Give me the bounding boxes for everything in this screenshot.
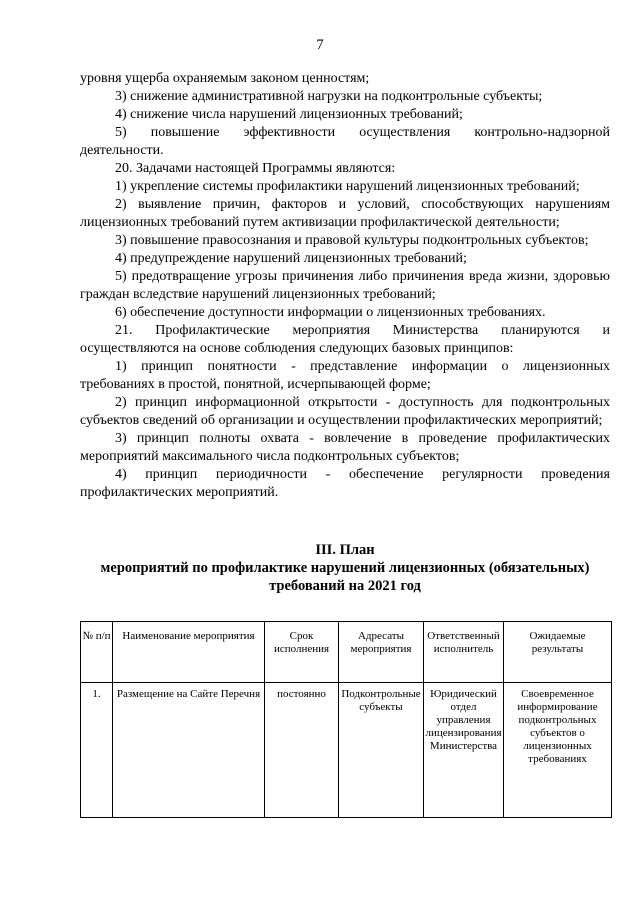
paragraph: 2) выявление причин, факторов и условий, способствующих нарушениям лицензионных требований путем активизации профилактической деятельности;	[80, 197, 610, 230]
paragraph: 3) принцип полноты охвата - вовлечение в проведение профилактических мероприятий максимального числа подконтрольных субъектов;	[80, 431, 610, 464]
section-heading	[80, 541, 610, 595]
paragraph: 4) предупреждение нарушений лицензионных требований;	[115, 251, 467, 266]
paragraph: 2) принцип информационной открытости - доступность для подконтрольных субъектов сведений об организации и осуществлении профилактических мероприятий;	[80, 395, 610, 428]
paragraph: 20. Задачами настоящей Программы являются:	[115, 161, 396, 176]
column-header: Адресаты мероприятия	[339, 622, 424, 683]
table-cell: Размещение на Сайте Перечня	[113, 683, 265, 818]
column-header: Срок исполнения	[265, 622, 339, 683]
paragraph: 3) повышение правосознания и правовой культуры подконтрольных субъектов;	[115, 233, 589, 248]
document-body	[80, 70, 610, 502]
table-header-row	[81, 622, 612, 683]
paragraph: 6) обеспечение доступности информации о лицензионных требованиях.	[115, 305, 546, 320]
table-cell: Юридический отдел управления лицензирования Министерства	[424, 683, 504, 818]
table-cell: Подконтрольные субъекты	[339, 683, 424, 818]
table-cell: 1.	[81, 683, 113, 818]
paragraph: 4) принцип периодичности - обеспечение регулярности проведения профилактических мероприятий.	[80, 467, 610, 500]
column-header: № п/п	[81, 622, 113, 683]
table-cell: постоянно	[265, 683, 339, 818]
plan-table	[80, 621, 612, 818]
paragraph: 1) принцип понятности - представление информации о лицензионных требованиях в простой, понятной, исчерпывающей форме;	[80, 359, 610, 392]
section-title: III. План	[315, 542, 375, 558]
table-cell: Своевременное информирование подконтрольных субъектов о лицензионных требованиях	[504, 683, 612, 818]
paragraph: 5) предотвращение угрозы причинения либо причинения вреда жизни, здоровью граждан вследствие нарушений лицензионных требований;	[80, 269, 610, 302]
paragraph: 1) укрепление системы профилактики нарушений лицензионных требований;	[115, 179, 580, 194]
paragraph: уровня ущерба охраняемым законом ценностям;	[80, 71, 370, 86]
column-header: Наименование мероприятия	[113, 622, 265, 683]
section-subtitle: мероприятий по профилактике нарушений лицензионных (обязательных)	[100, 560, 590, 576]
section-subtitle: требований на 2021 год	[269, 578, 421, 594]
table-row	[81, 683, 612, 818]
page-number: 7	[316, 37, 324, 53]
paragraph: 3) снижение административной нагрузки на подконтрольные субъекты;	[115, 89, 543, 104]
paragraph: 21. Профилактические мероприятия Министерства планируются и осуществляются на основе соблюдения следующих базовых принципов:	[80, 323, 610, 356]
column-header: Ответственный исполнитель	[424, 622, 504, 683]
paragraph: 4) снижение числа нарушений лицензионных требований;	[115, 107, 463, 122]
paragraph: 5) повышение эффективности осуществления контрольно-надзорной деятельности.	[80, 125, 610, 158]
column-header: Ожидаемые результаты	[504, 622, 612, 683]
